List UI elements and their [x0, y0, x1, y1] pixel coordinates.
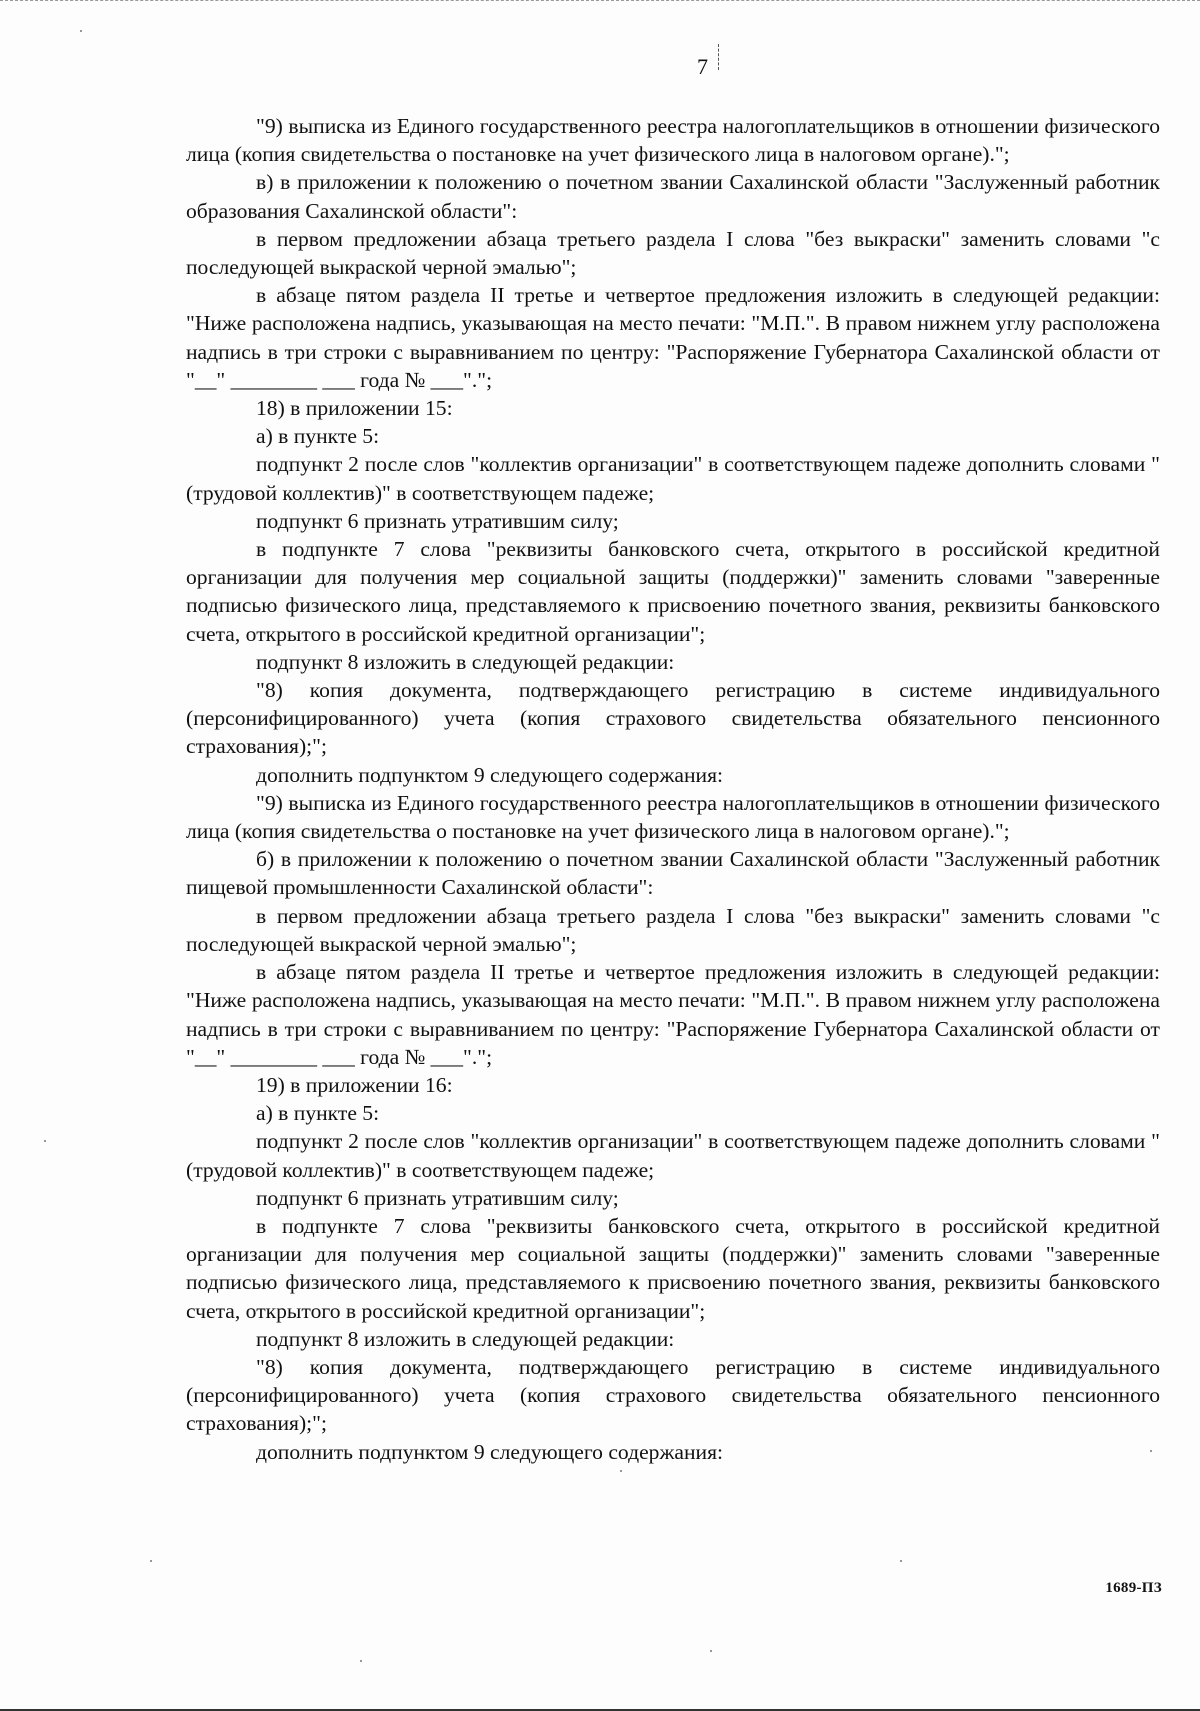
paragraph: в подпункте 7 слова "реквизиты банковского счета, открытого в российской кредитной организации для получения мер социальной защиты (поддержки)" заменить словами "заверенные подписью физического лица, представляемого к присвоению почетного звания, реквизиты банковского счета, открытого в российской кредитной организации";	[186, 1213, 1160, 1323]
paragraph: подпункт 8 изложить в следующей редакции:	[256, 649, 675, 674]
paragraph: а) в пункте 5:	[256, 424, 380, 449]
paragraph: подпункт 6 признать утратившим силу;	[256, 1185, 619, 1210]
paragraph: в абзаце пятом раздела II третье и четвертое предложения изложить в следующей редакции: "Ниже расположена надпись, указывающая на место печати: "М.П.". В правом нижнем углу расположена надпись в три строки с выравниванием по центру: "Распоряжение Губернатора Сахалинской области от "__" ________ ___ года № ___".";	[186, 960, 1160, 1069]
scan-speck	[150, 1560, 152, 1562]
paragraph: "8) копия документа, подтверждающего регистрацию в системе индивидуального (персонифицированного) учета (копия страхового свидетельства обязательного пенсионного страхования);";	[186, 1354, 1160, 1436]
scan-speck	[1150, 1450, 1152, 1452]
document-code: 1689-ПЗ	[1105, 1580, 1162, 1596]
paragraph: "8) копия документа, подтверждающего регистрацию в системе индивидуального (персонифицированного) учета (копия страхового свидетельства обязательного пенсионного страхования);";	[186, 678, 1160, 759]
scan-speck	[44, 1140, 46, 1142]
paragraph: а) в пункте 5:	[256, 1101, 380, 1126]
scan-speck	[900, 1560, 902, 1562]
paragraph: в подпункте 7 слова "реквизиты банковского счета, открытого в российской кредитной организации для получения мер социальной защиты (поддержки)" заменить словами "заверенные подписью физического лица, представляемого к присвоению почетного звания, реквизиты банковского счета, открытого в российской кредитной организации";	[186, 537, 1160, 646]
paragraph: б) в приложении к положению о почетном звании Сахалинской области "Заслуженный работник пищевой промышленности Сахалинской области":	[186, 847, 1160, 900]
paragraph: 18) в приложении 15:	[256, 396, 453, 421]
paragraph: "9) выписка из Единого государственного реестра налогоплательщиков в отношении физического лица (копия свидетельства о постановке на учет физического лица в налоговом органе).";	[186, 790, 1160, 844]
scan-speck	[620, 1470, 622, 1472]
paragraph: дополнить подпунктом 9 следующего содержания:	[256, 1439, 724, 1464]
paragraph: подпункт 8 изложить в следующей редакции:	[256, 1326, 675, 1351]
page-number: 7	[697, 54, 708, 79]
paragraph: дополнить подпунктом 9 следующего содержания:	[256, 762, 724, 787]
paragraph: 19) в приложении 16:	[256, 1072, 453, 1097]
document-body	[186, 112, 1160, 1466]
paragraph: в абзаце пятом раздела II третье и четвертое предложения изложить в следующей редакции: "Ниже расположена надпись, указывающая на место печати: "М.П.". В правом нижнем углу расположена надпись в три строки с выравниванием по центру: "Распоряжение Губернатора Сахалинской области от "__" ________ ___ года № ___".";	[186, 283, 1160, 392]
scan-speck	[80, 30, 82, 32]
scan-speck	[710, 1650, 712, 1652]
paragraph: "9) выписка из Единого государственного реестра налогоплательщиков в отношении физического лица (копия свидетельства о постановке на учет физического лица в налоговом органе).";	[186, 114, 1160, 167]
paragraph: в первом предложении абзаца третьего раздела I слова "без выкраски" заменить словами "с последующей выкраской черной эмалью";	[186, 226, 1160, 280]
paragraph: подпункт 6 признать утратившим силу;	[256, 508, 619, 533]
paragraph: подпункт 2 после слов "коллектив организации" в соответствующем падеже дополнить словами "(трудовой коллектив)" в соответствующем падеже;	[186, 1129, 1160, 1182]
scan-top-edge	[0, 0, 1200, 2]
paragraph: в) в приложении к положению о почетном звании Сахалинской области "Заслуженный работник образования Сахалинской области":	[186, 170, 1160, 223]
paragraph: подпункт 2 после слов "коллектив организации" в соответствующем падеже дополнить словами "(трудовой коллектив)" в соответствующем падеже;	[186, 452, 1160, 505]
page-fold-mark	[718, 44, 720, 70]
scan-speck	[360, 1660, 362, 1662]
paragraph: в первом предложении абзаца третьего раздела I слова "без выкраски" заменить словами "с последующей выкраской черной эмалью";	[186, 903, 1160, 956]
